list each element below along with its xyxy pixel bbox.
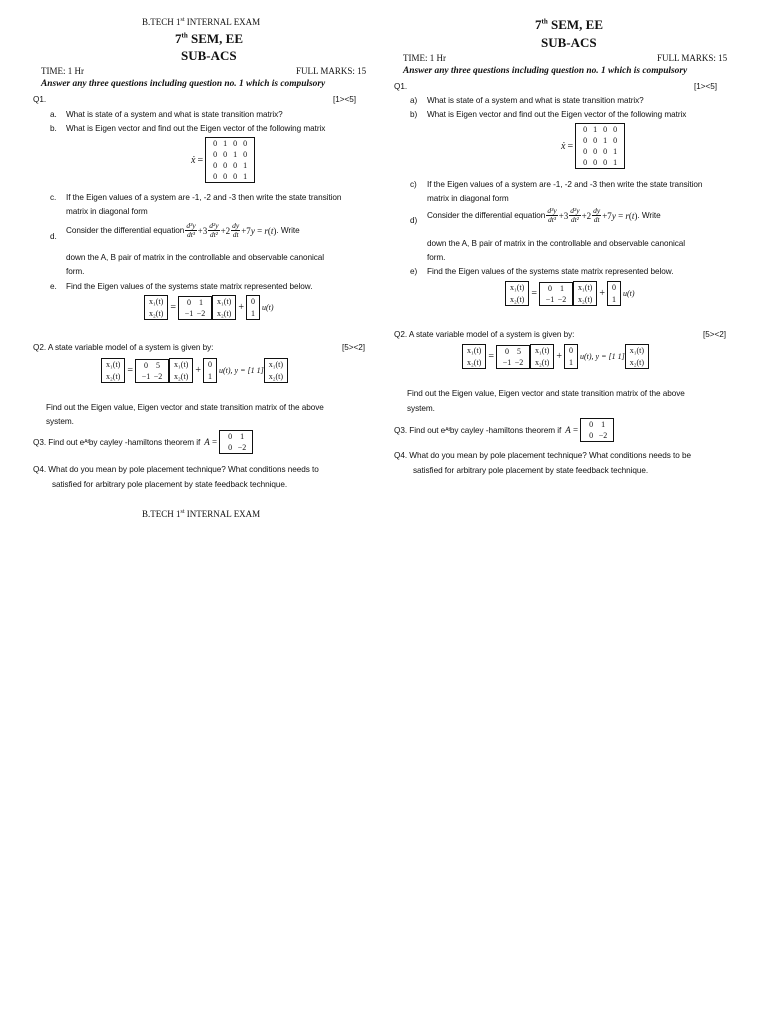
q1d-prefix: Consider the differential equation [66, 226, 185, 235]
q2-text-1: Find out the Eigen value, Eigen vector and state transition matrix of the above [46, 403, 324, 412]
x-vector [264, 358, 288, 383]
q1a-text: What is state of a system and what is state transition matrix? [427, 96, 644, 105]
state-matrix-q1b [561, 123, 625, 169]
matrix-cell: 0 [213, 150, 218, 159]
x-dot-vector [144, 295, 168, 320]
full-marks-label: FULL MARKS: 15 [657, 53, 728, 63]
q1e-text: Find the Eigen values of the systems state matrix represented below. [427, 267, 674, 276]
q1c-text-2: matrix in diagonal form [66, 207, 148, 216]
q1a-text: What is state of a system and what is state transition matrix? [66, 110, 283, 119]
matrix-4x4 [205, 137, 255, 183]
q2-marks: [5><2] [703, 330, 726, 339]
matrix-cell: 1 [601, 420, 606, 429]
matrix-cell: 0 [213, 172, 218, 181]
fraction [185, 222, 196, 239]
input-u: u(t) [622, 289, 635, 298]
x-dot-symbol: ẋ [191, 154, 196, 166]
fraction-num: d²y [209, 221, 219, 230]
vector-cell: x₁(t) [467, 346, 482, 355]
matrix-cell: 0 [583, 158, 588, 167]
fraction-den: dt³ [186, 230, 196, 239]
matrix-cell: 0 [589, 431, 594, 440]
q1c-text-1: If the Eigen values of a system are -1, -2 and -3 then write the state transition [427, 180, 703, 189]
q3-question: Q3. Find out e At by cayley -hamiltons theorem if A = 0 1 0 −2 [33, 430, 253, 454]
fraction [231, 222, 240, 239]
q1c-label: c) [410, 180, 417, 189]
vector-cell: x₁(t) [268, 360, 284, 369]
vector-cell: x₁(t) [173, 360, 189, 369]
q1e-label: e. [50, 282, 57, 291]
q3-question: Q3. Find out e At by cayley -hamiltons theorem if A = 0 1 0 −2 [394, 418, 614, 442]
vector-B [246, 295, 260, 320]
matrix-A [580, 418, 614, 442]
fraction [592, 207, 601, 224]
q4-text-1: Q4. What do you mean by pole placement technique? What conditions needs to be [394, 451, 692, 460]
vector-cell: x₁(t) [510, 283, 525, 292]
matrix-cell: −1 [545, 294, 555, 304]
q1b-label: b. [50, 124, 57, 133]
fraction-num: d²y [570, 206, 580, 215]
vector-cell: x₂(t) [629, 358, 645, 367]
matrix-cell: −2 [598, 431, 608, 440]
q1-marks: [1><5] [694, 82, 717, 91]
matrix-cell: 0 [593, 136, 598, 145]
q1a-label: a) [410, 96, 418, 105]
x-vector [169, 358, 193, 383]
q1b-text: What is Eigen vector and find out the Eigen vector of the following matrix [66, 124, 326, 133]
fraction-num: d³y [186, 221, 196, 230]
q4-text-2: satisfied for arbitrary pole placement by state feedback technique. [52, 480, 288, 489]
fraction-den: dt² [570, 215, 579, 224]
matrix-cell: −1 [184, 308, 194, 318]
matrix-cell: 1 [603, 136, 608, 145]
footer-rest: INTERNAL EXAM [184, 509, 261, 519]
matrix-cell: 0 [233, 139, 238, 148]
vector-cell: x₁(t) [106, 360, 121, 369]
matrix-cell: 5 [155, 360, 160, 370]
semester [175, 31, 243, 47]
matrix-cell: −1 [502, 357, 512, 367]
matrix-cell: 0 [504, 346, 509, 356]
q1d-prefix: Consider the differential equation [427, 211, 546, 220]
sem-rest: SEM, EE [187, 31, 243, 46]
matrix-cell: 0 [243, 150, 248, 159]
output-equation: u(t), y = [1 1] [218, 366, 264, 375]
subject: SUB-ACS [181, 48, 237, 63]
matrix-A [539, 282, 573, 306]
vector-cell: x₁(t) [149, 297, 164, 306]
q1e-state-equation [505, 281, 635, 306]
q2-state-equation [101, 358, 288, 383]
q1c-text-1: If the Eigen values of a system are -1, -2 and -3 then write the state transition [66, 193, 342, 202]
instruction: Answer any three questions including question no. 1 which is compulsory [403, 66, 688, 76]
q1d-text-2: down the A, B pair of matrix in the controllable and observable canonical [66, 253, 325, 262]
matrix-cell: 1 [243, 172, 248, 181]
matrix-cell: 1 [233, 150, 238, 159]
q1a-label: a. [50, 110, 57, 119]
vector-cell: x₁(t) [577, 283, 593, 292]
sem-sup: th [181, 31, 188, 40]
plus-sign: + [599, 288, 605, 299]
q2-text-2: system. [407, 404, 435, 413]
matrix-cell: 0 [213, 161, 218, 170]
matrix-cell: −2 [514, 357, 524, 367]
q1d-suffix: . Write [637, 211, 661, 220]
vector-cell: x₂(t) [467, 358, 482, 367]
vector-cell: 0 [568, 346, 573, 355]
q3-suffix: by cayley -hamiltons theorem if [88, 437, 201, 447]
matrix-cell: 0 [593, 158, 598, 167]
x-vector [573, 281, 597, 306]
vector-cell: 1 [250, 309, 255, 318]
matrix-4x4 [575, 123, 625, 169]
x-dot-vector [462, 344, 486, 369]
matrix-cell: 0 [233, 172, 238, 181]
q3-prefix: Q3. Find out e [33, 437, 85, 447]
matrix-cell: 0 [186, 297, 191, 307]
plus-sign: + [238, 302, 244, 313]
vector-B [564, 344, 578, 369]
matrix-cell: 1 [559, 283, 564, 293]
vector-cell: 0 [207, 360, 212, 369]
q1-label: Q1. [33, 95, 47, 104]
matrix-cell: 0 [223, 150, 228, 159]
q2-text-1: Find out the Eigen value, Eigen vector and state transition matrix of the above [407, 389, 685, 398]
fraction-den: dt³ [547, 215, 557, 224]
q1-marks: [1><5] [333, 95, 356, 104]
q3-prefix: Q3. Find out e [394, 425, 446, 435]
q4-text-2: satisfied for arbitrary pole placement by state feedback technique. [413, 466, 649, 475]
matrix-cell: 0 [143, 360, 148, 370]
vector-B [203, 358, 217, 383]
time-label: TIME: 1 Hr [41, 66, 84, 76]
matrix-cell: 0 [589, 420, 594, 429]
vector-cell: 1 [568, 358, 573, 367]
vector-cell: x₁(t) [629, 346, 645, 355]
x-vector [530, 344, 554, 369]
footer-sup: st [180, 509, 185, 515]
matrix-cell: 0 [603, 147, 608, 156]
q1d-label: d. [50, 232, 57, 241]
vector-cell: 0 [611, 283, 616, 292]
matrix-A [178, 296, 212, 320]
equals-sign: = [127, 365, 133, 376]
fraction-den: dt [232, 230, 239, 239]
plus-sign: + [556, 351, 562, 362]
matrix-cell: 1 [243, 161, 248, 170]
matrix-cell: −2 [153, 371, 163, 381]
q1d-equation: Consider the differential equation $\frac{\text{d³y}}{\text{dt³}}$ +3 $\frac{\text{d²y}}{\text{dt²}}$ +2 $\frac{dy}{dt}$ +7 y = r ( t ) . Write [66, 221, 300, 239]
exam-title-rest: INTERNAL EXAM [184, 17, 261, 27]
state-matrix-q1b [191, 137, 255, 183]
q1-label: Q1. [394, 82, 408, 91]
matrix-cell: 1 [240, 432, 245, 441]
sem-rest: SEM, EE [547, 17, 603, 32]
q3-suffix: by cayley -hamiltons theorem if [449, 425, 562, 435]
x-vector [212, 295, 236, 320]
matrix-cell: 0 [547, 283, 552, 293]
q1b-text: What is Eigen vector and find out the Eigen vector of the following matrix [427, 110, 687, 119]
q1b-label: b) [410, 110, 418, 119]
q3-sup: At [84, 439, 89, 445]
q1e-label: e) [410, 267, 418, 276]
q1c-text-2: matrix in diagonal form [427, 194, 509, 203]
q2-label: Q2. A state variable model of a system is given by: [33, 343, 214, 352]
matrix-cell: 0 [583, 136, 588, 145]
plus-sign: + [195, 365, 201, 376]
equals-sign: = [170, 302, 176, 313]
q1d-suffix: . Write [276, 226, 300, 235]
matrix-A [135, 359, 169, 383]
vector-cell: x₁(t) [216, 297, 232, 306]
matrix-cell: 1 [223, 139, 228, 148]
vector-cell: x₂(t) [149, 309, 164, 318]
matrix-cell: −2 [557, 294, 567, 304]
q1d-text-3: form. [427, 253, 446, 262]
fraction [546, 207, 557, 224]
matrix-cell: −1 [141, 371, 151, 381]
footer-main: B.TECH 1 [142, 509, 181, 519]
q1d-equation: Consider the differential equation $\frac{\text{d³y}}{\text{dt³}}$ +3 $\frac{\text{d²y}}{\text{dt²}}$ +2 $\frac{dy}{dt}$ +7 y = r ( t ) . Write [427, 206, 661, 224]
x-dot-vector [101, 358, 125, 383]
subject: SUB-ACS [541, 35, 597, 50]
fraction-num: dy [593, 206, 601, 215]
vector-cell: 1 [207, 372, 212, 381]
x-dot-vector [505, 281, 529, 306]
sem-number: 7 [535, 17, 542, 32]
exam-title [142, 17, 260, 27]
matrix-cell: 0 [233, 161, 238, 170]
matrix-cell: −2 [237, 443, 247, 452]
instruction: Answer any three questions including question no. 1 which is compulsory [41, 79, 326, 89]
vector-cell: x₁(t) [534, 346, 550, 355]
matrix-cell: 1 [198, 297, 203, 307]
matrix-cell: 0 [223, 161, 228, 170]
vector-cell: x₂(t) [106, 372, 121, 381]
output-equation: u(t), y = [1 1] [579, 352, 625, 361]
matrix-cell: 0 [613, 125, 618, 134]
vector-cell: 1 [611, 295, 616, 304]
full-marks-label: FULL MARKS: 15 [296, 66, 367, 76]
vector-cell: x₂(t) [216, 309, 232, 318]
vector-B [607, 281, 621, 306]
matrix-A [496, 345, 530, 369]
q1c-label: c. [50, 193, 57, 202]
semester [535, 17, 603, 33]
matrix-cell: 0 [583, 125, 588, 134]
fraction-den: dt² [209, 230, 218, 239]
vector-cell: 0 [250, 297, 255, 306]
matrix-cell: 0 [213, 139, 218, 148]
input-u: u(t) [261, 303, 274, 312]
q2-state-equation [462, 344, 649, 369]
q4-text-1: Q4. What do you mean by pole placement technique? What conditions needs to [33, 465, 319, 474]
q1e-state-equation [144, 295, 274, 320]
equals-sign: = [531, 288, 537, 299]
matrix-cell: 0 [593, 147, 598, 156]
equals-sign: = [197, 154, 204, 166]
matrix-cell: 0 [228, 432, 233, 441]
q2-text-2: system. [46, 417, 74, 426]
matrix-cell: 0 [583, 147, 588, 156]
q2-label: Q2. A state variable model of a system is given by: [394, 330, 575, 339]
vector-cell: x₂(t) [173, 372, 189, 381]
sem-number: 7 [175, 31, 182, 46]
matrix-cell: 1 [593, 125, 598, 134]
matrix-cell: 5 [516, 346, 521, 356]
q1d-text-3: form. [66, 267, 85, 276]
exam-title-main: B.TECH 1 [142, 17, 181, 27]
matrix-cell: 1 [613, 158, 618, 167]
fraction [569, 207, 580, 224]
q2-marks: [5><2] [342, 343, 365, 352]
matrix-cell: 0 [613, 136, 618, 145]
vector-cell: x₂(t) [268, 372, 284, 381]
q1d-text-2: down the A, B pair of matrix in the controllable and observable canonical [427, 239, 686, 248]
x-dot-symbol: ẋ [561, 140, 566, 152]
q1e-text: Find the Eigen values of the systems state matrix represented below. [66, 282, 313, 291]
fraction-num: d³y [547, 206, 557, 215]
equals-sign: = [567, 140, 574, 152]
equals-sign: = [488, 351, 494, 362]
matrix-cell: 0 [223, 172, 228, 181]
matrix-A [219, 430, 253, 454]
fraction [208, 222, 219, 239]
fraction-num: dy [232, 221, 240, 230]
q3-sup: At [445, 427, 450, 433]
exam-title-sup: st [180, 17, 185, 23]
matrix-cell: 0 [243, 139, 248, 148]
vector-cell: x₂(t) [577, 295, 593, 304]
matrix-cell: 0 [603, 158, 608, 167]
sem-sup: th [541, 17, 548, 26]
vector-cell: x₂(t) [534, 358, 550, 367]
q1d-label: d) [410, 216, 418, 225]
fraction-den: dt [593, 215, 600, 224]
footer-title [142, 509, 260, 519]
vector-cell: x₂(t) [510, 295, 525, 304]
matrix-cell: 0 [603, 125, 608, 134]
matrix-cell: 1 [613, 147, 618, 156]
time-label: TIME: 1 Hr [403, 53, 446, 63]
x-vector [625, 344, 649, 369]
matrix-cell: −2 [196, 308, 206, 318]
matrix-cell: 0 [228, 443, 233, 452]
